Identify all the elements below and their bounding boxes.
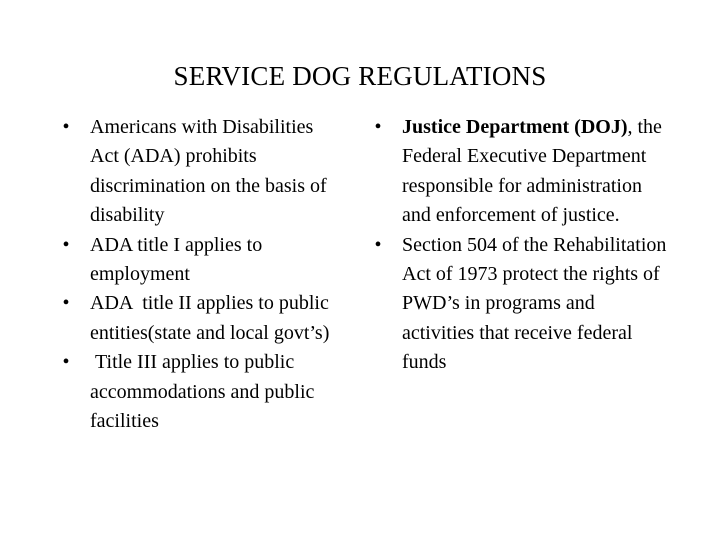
bullet-icon: • xyxy=(374,233,382,256)
right-bullet-list xyxy=(368,113,668,378)
list-item xyxy=(56,113,346,231)
bullet-icon: • xyxy=(62,292,70,315)
list-item xyxy=(56,348,346,436)
left-bullet-list xyxy=(56,113,346,436)
bullet-icon: • xyxy=(62,351,70,374)
list-item xyxy=(56,231,346,290)
bullet-icon: • xyxy=(62,116,70,138)
bullet-icon: • xyxy=(62,233,70,256)
bullet-text: , the Federal Executive Department responsible for administration and enforcement of justice. xyxy=(402,116,662,227)
slide-title: SERVICE DOG REGULATIONS xyxy=(173,61,547,91)
list-item xyxy=(56,289,346,348)
bullet-text: ADA title I applies to employment xyxy=(90,233,263,286)
bullet-text: Americans with Disabilities Act (ADA) prohibits discrimination on the basis of disability xyxy=(90,116,327,227)
bullet-text: ADA title II applies to public entities(state and local govt’s) xyxy=(90,292,334,344)
bullet-text: Section 504 of the Rehabilitation Act of 1973 protect the rights of PWD’s in programs and activities that receive federal funds xyxy=(402,233,667,374)
bullet-bold-text: Justice Department (DOJ) xyxy=(402,116,628,138)
bullet-icon: • xyxy=(374,116,382,138)
bullet-text: Title III applies to public accommodations and public facilities xyxy=(90,351,320,433)
list-item xyxy=(368,231,668,378)
list-item xyxy=(368,113,668,231)
